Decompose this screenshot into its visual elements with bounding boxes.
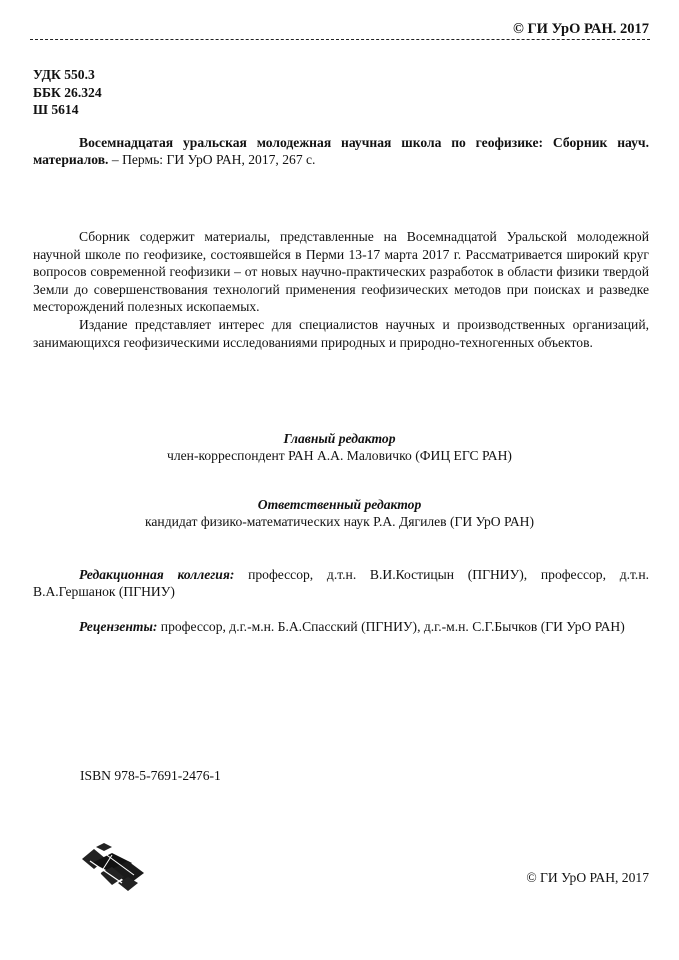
abstract	[33, 228, 649, 351]
reviewers	[33, 618, 649, 635]
responsible-editor-role: Ответственный редактор	[257, 497, 422, 512]
reviewers-members: профессор, д.г.-м.н. Б.А.Спасский (ПГНИУ), д.г.-м.н. С.Г.Бычков (ГИ УрО РАН)	[157, 619, 625, 634]
publisher-logo-icon	[82, 843, 144, 893]
chief-editor-person: член-корреспондент РАН А.А. Маловичко (ФИЦ ЕГС РАН)	[167, 448, 512, 463]
classification-codes	[33, 66, 102, 119]
reviewers-role: Рецензенты:	[79, 619, 158, 634]
author-sign: Ш 5614	[33, 102, 79, 117]
abstract-paragraph-1: Сборник содержит материалы, представленные на Восемнадцатой Уральской молодежной научной школе по геофизике, состоявшейся в Перми 13-17 марта 2017 г. Рассматривается широкий круг вопросов современной геофизики – от новых научно-практических разработок в области физики твердой Земли до совершенствования технологий применения геофизических методов при поисках и разведке месторождений полезных ископаемых.	[33, 229, 649, 315]
publication-info: – Пермь: ГИ УрО РАН, 2017, 267 с.	[108, 152, 316, 167]
responsible-editor	[0, 496, 679, 530]
udc-code: УДК 550.3	[33, 67, 95, 82]
chief-editor-role: Главный редактор	[283, 431, 396, 446]
bibliographic-title	[33, 134, 649, 168]
editorial-board-members: профессор, д.т.н. В.И.Костицын (ПГНИУ), профессор, д.т.н. В.А.Гершанок (ПГНИУ)	[33, 567, 649, 599]
editorial-board	[33, 566, 649, 600]
footer-copyright: © ГИ УрО РАН, 2017	[526, 870, 649, 885]
book-title: Восемнадцатая уральская молодежная научная школа по геофизике: Сборник науч. материалов.	[33, 135, 649, 167]
bbk-code: ББК 26.324	[33, 84, 102, 100]
header-copyright: © ГИ УрО РАН. 2017	[512, 21, 649, 37]
responsible-editor-person: кандидат физико-математических наук Р.А. Дягилев (ГИ УрО РАН)	[144, 514, 534, 529]
abstract-paragraph-2: Издание представляет интерес для специалистов научных и производственных организаций, занимающихся геофизическими исследованиями природных и природно-техногенных объектов.	[33, 316, 649, 350]
editorial-board-role: Редакционная коллегия:	[79, 567, 235, 582]
header-rule	[30, 39, 650, 40]
isbn: ISBN 978-5-7691-2476-1	[80, 768, 221, 783]
chief-editor	[0, 430, 679, 464]
